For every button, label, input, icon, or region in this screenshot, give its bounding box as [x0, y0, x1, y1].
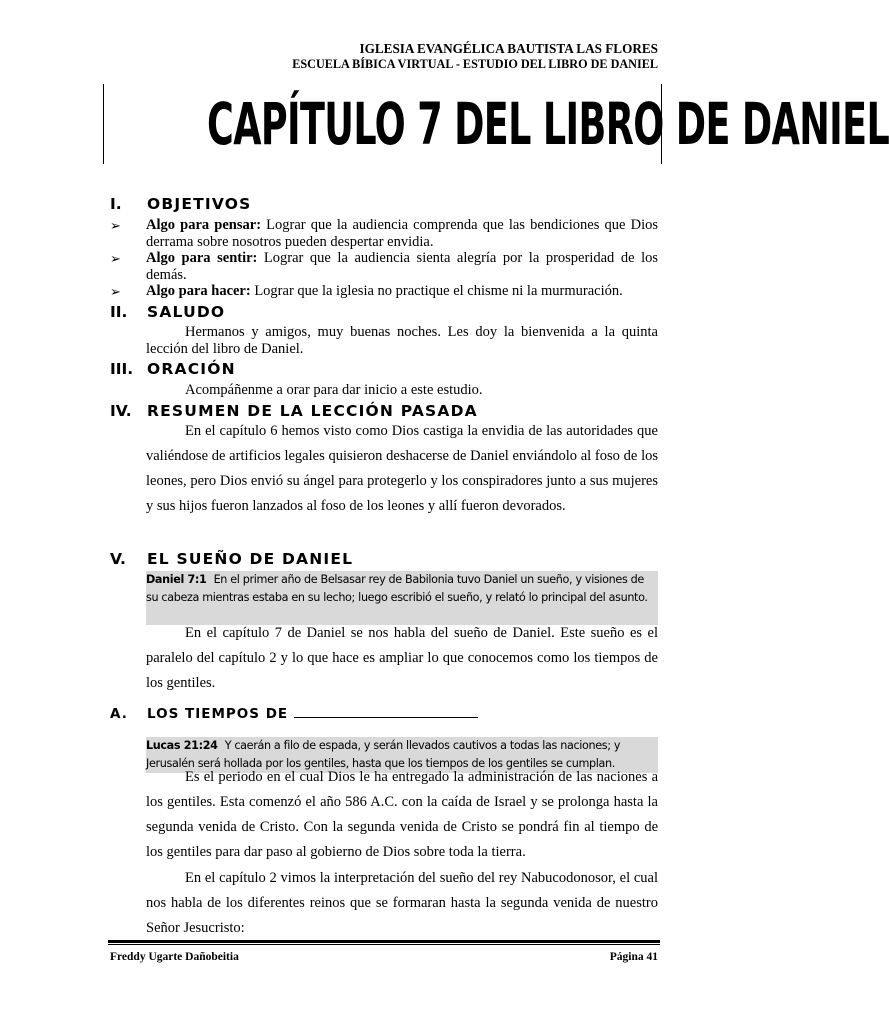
- section-number: I.: [110, 195, 122, 213]
- quote-reference: Lucas 21:24: [146, 739, 218, 752]
- section-number: II.: [110, 303, 128, 321]
- subsection-letter: A.: [110, 706, 128, 722]
- subsection-title: LOS TIEMPOS DE: [147, 706, 289, 722]
- title-box: [103, 84, 889, 164]
- tiempos-paragraph-2: En el capítulo 2 vimos la interpretación del sueño del rey Nabucodonosor, el cual nos habla de los diferentes reinos que se formaran hasta la segunda venida de nuestro Señor Jesucristo:: [146, 870, 658, 936]
- objective-label: Algo para hacer:: [146, 283, 251, 299]
- section-sueno-heading: [110, 550, 353, 568]
- arrow-bullet-icon: ➢: [110, 219, 121, 234]
- section-title: RESUMEN DE LA LECCIÓN PASADA: [147, 402, 478, 420]
- arrow-bullet-icon: ➢: [110, 252, 121, 267]
- section-number: V.: [110, 550, 126, 568]
- saludo-paragraph: Hermanos y amigos, muy buenas noches. Les doy la bienvenida a la quinta lección del libro de Daniel.: [146, 324, 658, 357]
- quote-text: En el primer año de Belsasar rey de Babilonia tuvo Daniel un sueño, y visiones de su cabeza mientras estaba en su lecho; luego escribió el sueño, y relató lo principal del asunto.: [146, 573, 648, 604]
- objective-text: Lograr que la iglesia no practique el chisme ni la murmuración.: [250, 283, 623, 299]
- objective-item: [146, 250, 658, 283]
- arrow-bullet-icon: ➢: [110, 285, 121, 300]
- footer-page-number: Página 41: [609, 951, 658, 963]
- section-title: SALUDO: [147, 303, 226, 321]
- objective-text: Lograr que la audiencia sienta alegría por la prosperidad de los demás.: [146, 250, 658, 283]
- school-header: ESCUELA BÍBICA VIRTUAL - ESTUDIO DEL LIBRO DE DANIEL: [292, 57, 658, 71]
- quote-reference: Daniel 7:1: [146, 573, 207, 586]
- section-number: III.: [110, 360, 134, 378]
- objective-item: [146, 283, 658, 300]
- section-objetivos-heading: [110, 195, 252, 213]
- section-saludo-heading: [110, 303, 225, 321]
- footer-divider: [108, 940, 660, 943]
- objective-label: Algo para sentir:: [146, 250, 258, 266]
- tiempos-paragraph-1: Es el periodo en el cual Dios le ha entregado la administración de las naciones a los gentiles. Esta comenzó el año 586 A.C. con la caída de Israel y se prolonga hasta la segunda venida de Cristo. Con la segunda venida de Cristo se pondrá fin al tiempo de los gentiles para dar paso al gobierno de Dios sobre toda la tierra.: [146, 769, 658, 860]
- resumen-paragraph: En el capítulo 6 hemos visto como Dios castiga la envidia de las autoridades que valiéndose de artificios legales quisieron deshacerse de Daniel enviándolo al foso de los leones, pero Dios envió su ángel para protegerlo y los conspiradores junto a sus mujeres y sus hijos fueron lanzados al foso de los leones y allí fueron devorados.: [146, 423, 658, 514]
- chapter-title: CAPÍTULO 7 DEL LIBRO DE DANIEL: [207, 90, 889, 158]
- fill-in-blank-line: [294, 707, 478, 718]
- objective-item: [146, 217, 658, 250]
- church-name-header: IGLESIA EVANGÉLICA BAUTISTA LAS FLORES: [359, 41, 658, 56]
- objective-text: Lograr que la audiencia comprenda que las bendiciones que Dios derrama sobre nosotros pueden despertar envidia.: [146, 217, 658, 250]
- oracion-paragraph: Acompáñenme a orar para dar inicio a este estudio.: [185, 382, 483, 398]
- section-number: IV.: [110, 402, 132, 420]
- subsection-tiempos-heading: [110, 706, 478, 722]
- footer-author: Freddy Ugarte Dañobeitia: [110, 951, 239, 963]
- sueno-paragraph: En el capítulo 7 de Daniel se nos habla del sueño de Daniel. Este sueño es el paralelo del capítulo 2 y lo que hace es ampliar lo que conocemos como los tiempos de los gentiles.: [146, 625, 658, 691]
- section-resumen-heading: [110, 402, 478, 420]
- bible-quote-daniel: [146, 571, 658, 625]
- section-oracion-heading: [110, 360, 236, 378]
- section-title: ORACIÓN: [147, 360, 236, 378]
- footer-divider-thin: [108, 944, 660, 945]
- section-title: OBJETIVOS: [147, 195, 252, 213]
- objective-label: Algo para pensar:: [146, 217, 262, 233]
- quote-text: Y caerán a filo de espada, y serán llevados cautivos a todas las naciones; y Jerusalén será hollada por los gentiles, hasta que los tiempos de los gentiles se cumplan.: [146, 739, 621, 770]
- section-title: EL SUEÑO DE DANIEL: [147, 550, 354, 568]
